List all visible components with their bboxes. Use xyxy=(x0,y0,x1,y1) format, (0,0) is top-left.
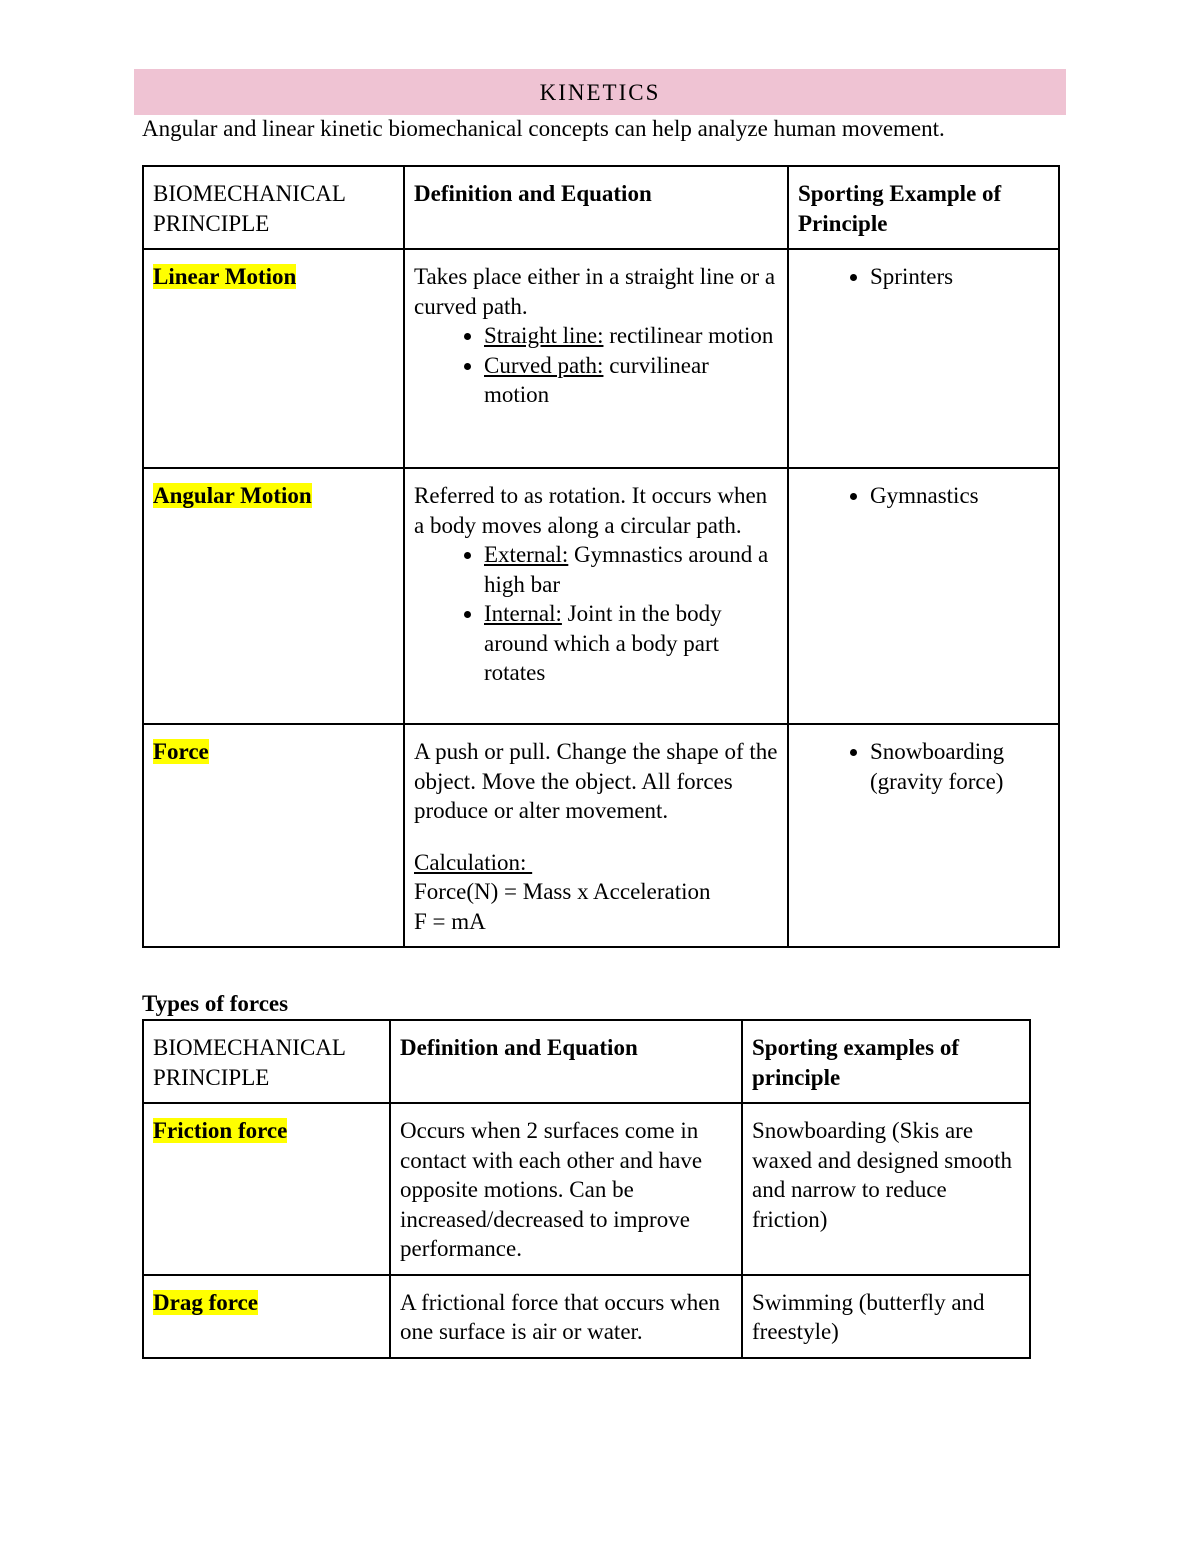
example-cell xyxy=(788,724,1059,947)
calculation-line: F = mA xyxy=(414,908,486,934)
table-row xyxy=(143,724,1059,947)
header-principle: BIOMECHANICAL PRINCIPLE xyxy=(143,166,404,249)
bullet-text: rectilinear motion xyxy=(603,323,774,348)
calculation-label: Calculation: xyxy=(414,849,533,875)
header-definition: Definition and Equation xyxy=(404,166,788,249)
definition-cell: Occurs when 2 surfaces come in contact with each other and have opposite motions. Can be increased/decreased to improve performance. xyxy=(390,1103,742,1275)
principle-label: Drag force xyxy=(153,1289,258,1315)
header-principle: BIOMECHANICAL PRINCIPLE xyxy=(143,1020,390,1103)
principle-cell xyxy=(143,724,404,947)
kinetics-table xyxy=(142,165,1060,948)
example-cell: Snowboarding (Skis are waxed and designed smooth and narrow to reduce friction) xyxy=(742,1103,1030,1275)
definition-cell xyxy=(404,468,788,724)
bullet-text: Gymnastics around a high bar xyxy=(484,542,769,597)
list-item xyxy=(484,321,778,351)
header-example: Sporting Example of Principle xyxy=(788,166,1059,249)
definition-text: Referred to as rotation. It occurs when a body moves along a circular path. xyxy=(414,483,768,538)
types-of-forces-table xyxy=(142,1019,1031,1359)
section-heading: Types of forces xyxy=(142,991,289,1016)
list-item xyxy=(484,351,778,410)
example-cell xyxy=(788,468,1059,724)
table-row xyxy=(143,1275,1030,1358)
bullet-term: External: xyxy=(484,542,569,567)
header-definition: Definition and Equation xyxy=(390,1020,742,1103)
definition-cell xyxy=(404,249,788,468)
principle-label: Force xyxy=(153,739,209,764)
header-example: Sporting examples of principle xyxy=(742,1020,1030,1103)
principle-label: Linear Motion xyxy=(153,264,297,289)
calculation-line: Force(N) = Mass x Acceleration xyxy=(414,879,711,904)
example-item: • Gymnastics xyxy=(870,481,1049,511)
principle-cell xyxy=(143,1103,390,1275)
bullet-text: curvilinear motion xyxy=(484,352,709,407)
example-item: • Snowboarding (gravity force) xyxy=(870,737,1049,796)
bullet-text: Joint in the body around which a body part rotates xyxy=(484,601,722,685)
definition-cell xyxy=(404,724,788,947)
principle-cell xyxy=(143,249,404,468)
example-cell: Swimming (butterfly and freestyle) xyxy=(742,1275,1030,1358)
definition-text: Takes place either in a straight line or a curved path. xyxy=(414,264,776,319)
principle-cell xyxy=(143,1275,390,1358)
list-item xyxy=(484,599,778,688)
definition-text: A push or pull. Change the shape of the object. Move the object. All forces produce or alter movement. xyxy=(414,739,778,823)
intro-text: Angular and linear kinetic biomechanical concepts can help analyze human movement. xyxy=(142,116,945,141)
table-header-row xyxy=(143,166,1059,249)
table-row xyxy=(143,249,1059,468)
table-row xyxy=(143,1103,1030,1275)
principle-cell xyxy=(143,468,404,724)
principle-label: Angular Motion xyxy=(153,483,312,508)
definition-cell: A frictional force that occurs when one surface is air or water. xyxy=(390,1275,742,1358)
page-title: KINETICS xyxy=(134,69,1066,115)
table-header-row xyxy=(143,1020,1030,1103)
list-item xyxy=(484,540,778,599)
principle-label: Friction force xyxy=(153,1118,288,1143)
bullet-term: Internal: xyxy=(484,601,562,626)
example-cell xyxy=(788,249,1059,468)
bullet-term: Straight line: xyxy=(484,323,604,348)
example-item: • Sprinters xyxy=(870,262,1049,292)
table-row xyxy=(143,468,1059,724)
bullet-term: Curved path: xyxy=(484,352,604,378)
